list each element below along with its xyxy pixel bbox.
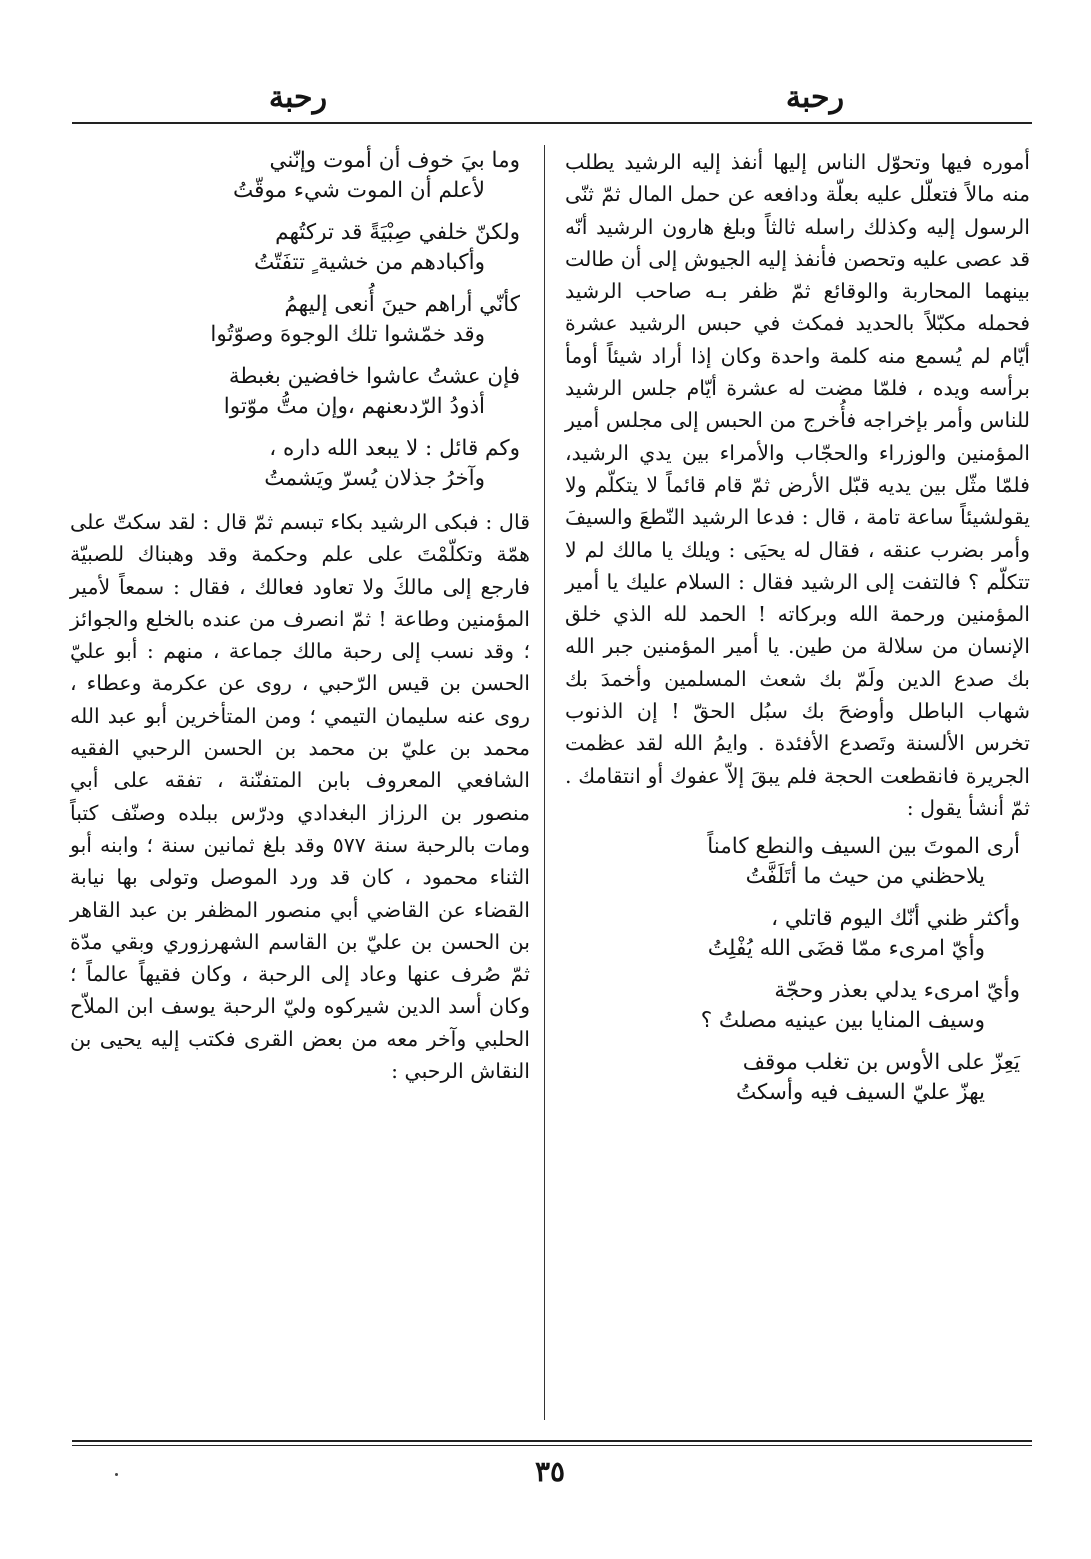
verse-line bbox=[565, 976, 1030, 1036]
left-column-prose bbox=[70, 506, 530, 1087]
verse-line bbox=[70, 146, 530, 206]
verse-hemistich-second: لأعلم أن الموت شيء موقّتُ bbox=[233, 178, 485, 203]
footer-rule bbox=[72, 1440, 1032, 1442]
running-header-left: رحبة bbox=[268, 80, 328, 115]
verse-hemistich-first: وأكثر ظني أنّك اليوم قاتلي ، bbox=[771, 906, 1020, 932]
column-divider bbox=[544, 145, 545, 1420]
header-rule bbox=[72, 122, 1032, 124]
prose-paragraph: قال : فبكى الرشيد بكاء تبسم ثمّ قال : لقد سكتّ على همّة وتكلّمْتَ على علم وحكمة وقد وهبناك للصبيّة فارجع إلى مالكَ ولا تعاود فعالك ، فقال : سمعاً لأمير المؤمنين وطاعة ! ثمّ انصرف من عنده بالخلع والجوائز ؛ وقد نسب إلى رحبة مالك جماعة ، منهم : أبو عليّ الحسن بن قيس الرّحبي ، روى عن عكرمة وعطاء ، روى عنه سليمان التيمي ؛ ومن المتأخرين أبو عبد الله محمد بن عليّ بن محمد بن الحسن الرحبي الفقيه الشافعي المعروف بابن المتفنّنة ، تفقه على أبي منصور بن الرزاز البغدادي ودرّس ببلده وصنّف كتباً ومات بالرحبة سنة ٥٧٧ وقد بلغ ثمانين سنة ؛ وابنه أبو الثناء محمود ، كان قد ورد الموصل وتولى بها نيابة القضاء عن القاضي أبي منصور المظفر بن عبد القاهر بن الحسن بن عليّ بن القاسم الشهرزوري وبقي مدّة ثمّ صُرف عنها وعاد إلى الرحبة ، وكان فقيهاً عالماً ؛ وكان أسد الدين شيركوه وليّ الرحبة يوسف ابن الملاّح الحلبي وآخر معه من بعض القرى فكتب إليه يحيى بن النقاش الرحبي : bbox=[70, 510, 530, 1084]
verse-hemistich-first: أرى الموتَ بين السيف والنطع كامناً bbox=[707, 834, 1020, 860]
verse-hemistich-first: وكم قائل : لا يبعد الله داره ، bbox=[269, 436, 520, 461]
verse-hemistich-second: وسيف المنايا بين عينيه مصلتُ ؟ bbox=[700, 1008, 985, 1034]
left-column-poem bbox=[70, 146, 530, 494]
verse-hemistich-second: وآخرُ جذلان يُسرّ ويَشمتُ bbox=[264, 466, 485, 491]
verse-hemistich-first: كأنّي أراهم حينَ أُنعى إليهمُ bbox=[284, 292, 520, 317]
verse-line bbox=[70, 434, 530, 494]
verse-line bbox=[70, 362, 530, 422]
footer-rule-thin bbox=[72, 1445, 1032, 1446]
verse-hemistich-second: أذودُ الرّدىعنهم ،وإن متُّ موّتوا bbox=[223, 394, 485, 419]
page-number: ٣٥ bbox=[534, 1455, 566, 1488]
right-column bbox=[565, 146, 1030, 1120]
print-speck bbox=[115, 1473, 118, 1476]
left-column bbox=[70, 146, 530, 1087]
verse-line bbox=[565, 1048, 1030, 1108]
verse-hemistich-second: وأيّ امرىء ممّا قضَى الله يُفْلِتُ bbox=[707, 936, 985, 962]
verse-hemistich-first: وما بيَ خوف أن أموت وإنّني bbox=[269, 148, 520, 173]
verse-line bbox=[565, 832, 1030, 892]
verse-hemistich-first: يَعِزّ على الأوس بن تغلب موقف bbox=[742, 1050, 1020, 1076]
verse-hemistich-first: وأيّ امرىء يدلي بعذر وحجّة bbox=[774, 978, 1020, 1004]
verse-hemistich-second: يهزّ عليّ السيف فيه وأسكتُ bbox=[735, 1080, 985, 1106]
verse-hemistich-first: فإن عشتُ عاشوا خافضين بغبطة bbox=[228, 364, 520, 389]
verse-hemistich-second: وأكبادهم من خشية ٍ تتفَتّتُ bbox=[254, 250, 485, 275]
right-column-poem bbox=[565, 832, 1030, 1108]
verse-hemistich-first: ولكنّ خلفي صِبْيَةً قد تركتُهم bbox=[275, 220, 520, 245]
prose-paragraph: أموره فيها وتحوّل الناس إليها أنفذ إليه الرشيد يطلب منه مالاً فتعلّل عليه بعلّة ودافعه عن حمل المال ثمّ ثنّى الرسول إليه وكذلك راسله ثالثاً وبلغ هارون الرشيد أنّه قد عصى عليه وتحصن فأنفذ إليه الجيوش إلى أن طالت بينهما المحاربة والوقائع ثمّ ظفر بـه صاحب الرشيد فحمله مكبّلاً بالحديد فمكث في حبس الرشيد عشرة أيّام لم يُسمع منه كلمة واحدة وكان إذا أراد شيئاً أومأ برأسه ويده ، فلمّا مضت له عشرة أيّام جلس الرشيد للناس وأمر بإخراجه فأُخرج من الحبس إلى مجلس أمير المؤمنين والوزراء والحجّاب والأمراء بين يدي الرشيد، فلمّا مثّل بين يديه قبّل الأرض ثمّ قام قائماً لا يتكلّم ولا يقولشيئاً ساعة تامة ، قال : فدعا الرشيد النّطعَ والسيفَ وأمر بضرب عنقه ، فقال له يحيَى : ويلك يا مالك لم لا تتكلّم ؟ فالتفت إلى الرشيد فقال : السلام عليك يا أمير المؤمنين ورحمة الله وبركاته ! الحمد لله الذي خلق الإنسان من سلالة من طين. يا أمير المؤمنين جبر الله بك صدع الدين ولَمّ بك شعث المسلمين وأخمدَ بك شهاب الباطل وأوضحَ بك سبُل الحقّ ! إن الذنوب تخرس الألسنة وتَصدع الأفئدة . وايمُ الله لقد عظمت الجريرة فانقطعت الحجة فلم يبقَ إلاّ عفوك أو انتقامك . ثمّ أنشأ يقول : bbox=[565, 150, 1030, 820]
verse-hemistich-second: وقد خمّشوا تلك الوجوهَ وصوّتُوا bbox=[210, 322, 485, 347]
verse-line bbox=[565, 904, 1030, 964]
verse-line bbox=[70, 290, 530, 350]
right-column-prose bbox=[565, 146, 1030, 824]
running-header-right: رحبة bbox=[785, 80, 845, 115]
verse-hemistich-second: يلاحظني من حيث ما أتَلَفَّتُ bbox=[745, 864, 985, 890]
verse-line bbox=[70, 218, 530, 278]
